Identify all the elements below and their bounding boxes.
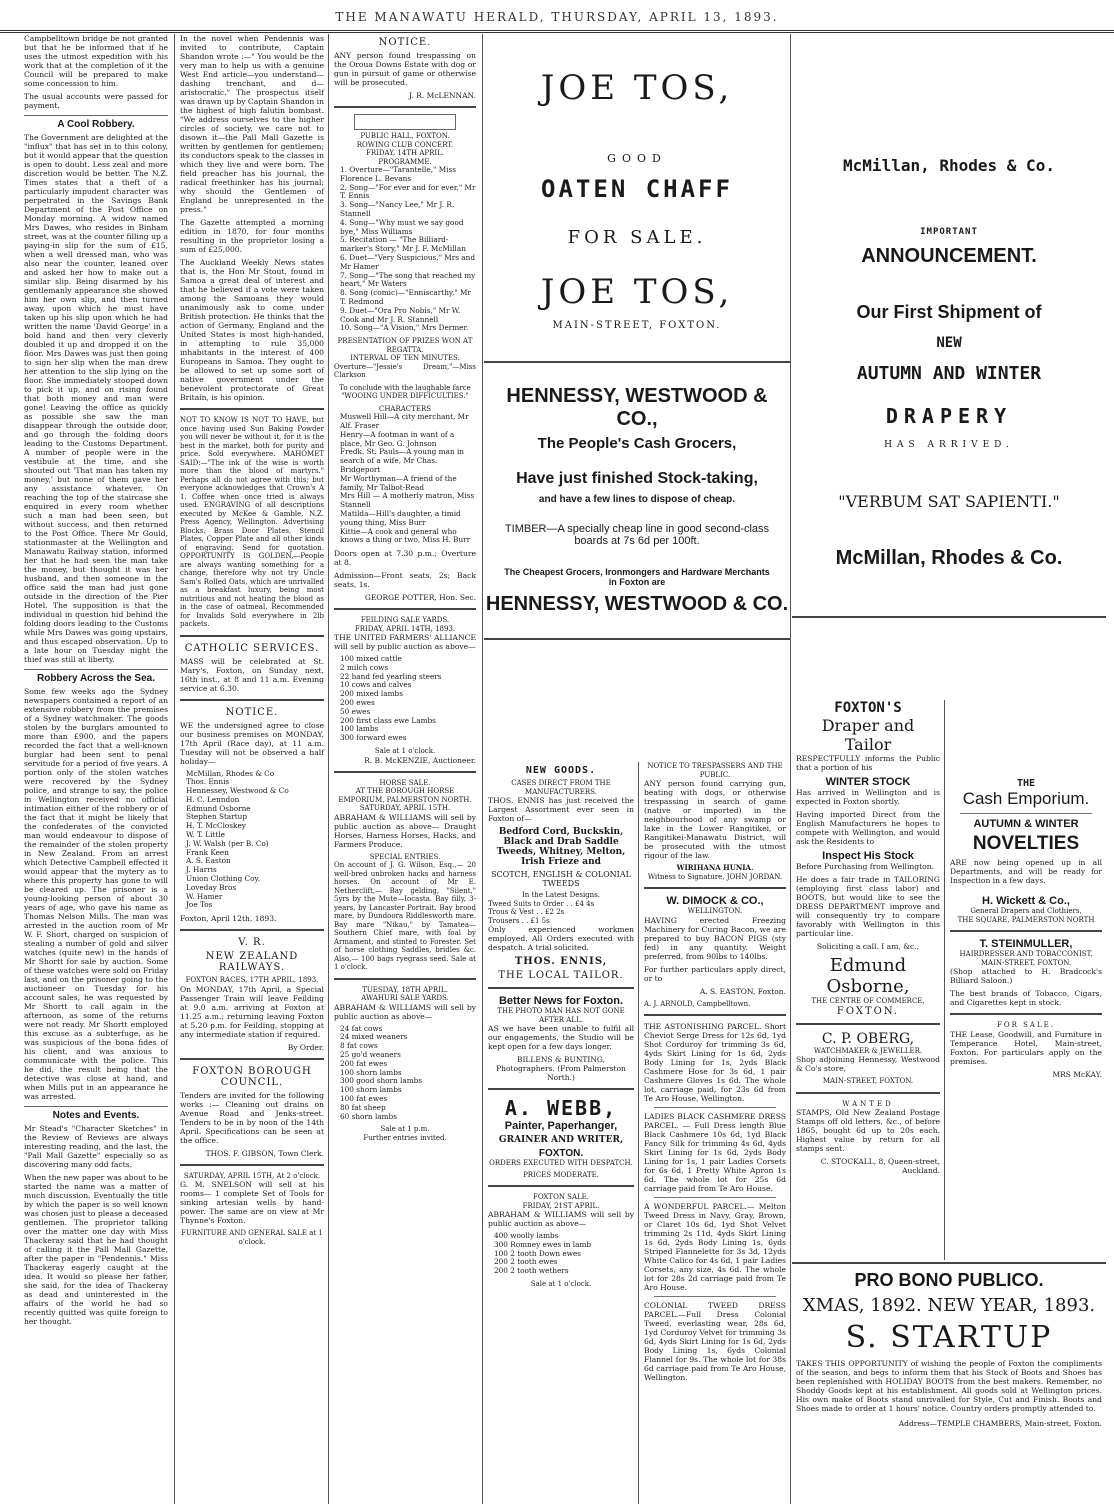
advert-text: Sale at 1 o'clock.	[374, 747, 436, 756]
advert-title: DRAPERY	[885, 404, 1013, 428]
list-item: 50 ewes	[340, 706, 371, 716]
advert-title: FOXTON'S	[834, 700, 902, 716]
column-rule	[638, 762, 639, 1504]
list-item: W. T. Little	[186, 830, 225, 840]
advert-text: Doors open at 7.30 p.m.; Overture at 8.	[334, 549, 476, 568]
programme-list	[334, 166, 476, 333]
advert-text: TAKES THIS OPPORTUNITY of wishing the people of Foxton the compliments of the season, and begs to inform them that his Stock of Boots and Shoes has been replenished with HOLIDAY BOOTS from the best makers. Remember, no Shoddy Goods kept at his establishment. All goods sold at Wellington prices. His own make of Boots stand unrivalled for Style, Cut and Finish. Boots and Shoes made to order at 1 hours' notice. Country orders promptly attended to.	[796, 1359, 1102, 1413]
advert-text: THE Lease, Goodwill, and Furniture in Temperance Hotel, Main-street, Foxton. For particulars apply on the premises.	[950, 1029, 1102, 1066]
list-item: 100 fat ewes	[340, 1093, 388, 1103]
advert-signature: C. STOCKALL, 8, Queen-street, Auckland.	[820, 1157, 940, 1175]
list-item: 10. Song—"A Vision," Mrs Dermer.	[340, 323, 469, 333]
advert-subheading: THE CENTRE OF COMMERCE,	[811, 997, 925, 1005]
advert-signature: By Order.	[287, 1042, 324, 1052]
divider	[654, 1197, 776, 1198]
advert-text: ARE now being opened up in all Departments, and will be ready for Inspection in a few days.	[950, 858, 1102, 885]
list-item: 25 go'd weaners	[340, 1049, 401, 1059]
advert-text: ABRAHAM & WILLIAMS will sell by public auction as above— Draught Horses, Harness Horses, Hacks, and Farmers Produce.	[334, 812, 476, 849]
divider	[488, 1088, 634, 1090]
advert-text: TIMBER—A specially cheap line in good second-class boards at 7s 6d per 100ft.	[504, 523, 770, 547]
column-rule	[482, 34, 483, 1504]
list-item: 2 milch cows	[340, 662, 389, 672]
boat-illustration	[354, 114, 456, 130]
list-item: A. S. Easton	[186, 856, 231, 866]
column-rule	[944, 700, 945, 1260]
advert-subheading: FOXTON.	[538, 1148, 584, 1159]
advert-title: Cash Emporium.	[962, 789, 1090, 808]
advert-text: PRICES MODERATE.	[523, 1170, 599, 1179]
advert-title: NEW	[936, 335, 962, 351]
advert-date: FRIDAY, APRIL 14TH, 1893.	[354, 624, 456, 633]
advert-text: The best brands of Tobacco, Cigars, and Cigarettes kept in stock.	[950, 989, 1102, 1007]
list-item: Joe Tos	[186, 900, 213, 910]
divider	[644, 1014, 786, 1016]
advert-heading: NOTICE TO TRESPASSERS AND THE PUBLIC.	[647, 762, 783, 779]
advert-heading: FEILDING SALE YARDS.	[360, 616, 450, 625]
advert-subheading: AT THE BOROUGH HORSE EMPORIUM, PALMERSTON NORTH.	[338, 787, 472, 804]
list-item: 200 fat ewes	[340, 1058, 388, 1068]
divider	[180, 1164, 324, 1166]
list-item: Muswell Hill—A city merchant, Mr Alf. Fraser	[340, 412, 469, 430]
masthead-title: THE MANAWATU HERALD, THURSDAY, APRIL 13, 1893.	[335, 10, 779, 24]
list-item: 22 hand fed yearling steers	[340, 671, 442, 681]
advert-signature: BILLENS & BUNTING, Photographers. (From Palmerston North.)	[496, 1055, 626, 1082]
advert-text: On account of J. G. Wilson, Esq.,— 20 well-bred unbroken hacks and harness horses. On account of Mr E. Netherclift,— Bay gelding, "Silent," 5yrs by the Mute—Iocasta. Bay filly, 3-years, by Lancaster Portrait. Bay brood mare, by Dundoora Riddlesworth mare. Bay mare "Nikau," by Tamatea—Southern Chief mare, with foal by Armament, and stinted to Forester. Set of horse clothing Saddles, bridles &c. Also,— 100 bags ryegrass seed. Sale at 1 o'clock.	[334, 861, 476, 972]
advert-text: ANY person found carrying gun, beating with dogs, or otherwise trespassing in search of game (native or imported) in the neighbourhood of any swamp or lake in the Lower Rangitikei, or Rangitikei-Manawatu District, will be prosecuted with the utmost rigour of the law.	[644, 779, 786, 860]
advert-address: MAIN-STREET, FOXTON.	[822, 1077, 914, 1085]
advert-title: H. Wickett & Co.,	[982, 895, 1070, 907]
divider	[334, 771, 476, 773]
list-item: 10 cows and calves	[340, 680, 412, 690]
advert-subheading: Painter, Paperhanger,	[504, 1120, 618, 1132]
advert-subheading: CASES DIRECT FROM THE MANUFACTURERS.	[511, 779, 611, 796]
advert-text: He does a fair trade in TAILORING (employing first class labor) and BOOTS, but would like to see the DRESS DEPARTMENT improve and will consequently try to compare favorably with Wellington in this particular line.	[796, 875, 940, 938]
list-item: J. Harris	[186, 865, 217, 875]
advert-address: MAIN-STREET, FOXTON.	[980, 958, 1072, 967]
advert-text: WE the undersigned agree to close our business premises on MONDAY, 17th April (Race day), at 11 a.m. Tuesday will not be observed a half holiday—	[180, 720, 324, 766]
divider	[950, 1013, 1102, 1015]
advert-text: ABRAHAM & WILLIAMS will sell by public auction as above—	[488, 1210, 634, 1228]
advert-date: FRIDAY, 14TH APRIL.	[365, 149, 445, 157]
article-text: In the novel when Pendennis was invited to contribute, Captain Shandon wrote :—" You would be the very man to help us with a genuine West End article—you understand—dashing trenchant, and d—aristocratic." The prospectus itself was drawn up by Captain Shandon in the highest of high falutin bombast. "We address ourselves to the higher circles of society, we care not to disown it—the Pall Mall Gazette is written by gentlemen for gentlemen; its conductors speak to the classes in which they live and were born. The field preacher has his journal, the radical freethinker has his journal; why should the Gentlemen of England be unrepresented in the press."	[180, 34, 324, 214]
article-text: Mr Stead's "Character Sketches" in the Review of Reviews are always interesting reading, and the last, the "Pall Mall Gazette" especially so as discovering many odd facts.	[24, 1124, 168, 1169]
advert-heading: ROWING CLUB CONCERT.	[356, 140, 454, 149]
list-item: 24 mixed weaners	[340, 1032, 408, 1042]
advert-text: (Shop attached to H. Bradcock's Billiard Saloon.)	[950, 967, 1102, 985]
divider	[644, 887, 786, 889]
article-text: The Government are delighted at the "influx" that has set in to this colony, but it would appear that the question is open to doubt. Less zeal and more discretion would be better. The N.Z. Times states that a theft of a particularly impudent character was perpetrated in the Savings Bank Department of the Post Office on Monday morning. A widow named Mrs Dawes, who resides in Binham street, was at the counter filling up a paying-in slip for the sum of £15, when a well dressed man, who was also near the counter, leaned over and asked her how to make out a similar slip. Being disarmed by his gentlemanly appearance she showed him her own slip, and then turned away, upon which he must have taken up his slip upon which he had written the name 'David George' in a bold hand and then very cleverly doubled it up and dropped it on the floor. Mrs Dawes was just then going to sign her slip when the man drew her attention to the slip lying on the floor. She immediately stooped down to pick it up, and on rising found that both money and man were gone! Leaving the office as quickly as possible she saw the man disappear through the outside door, and go through the folding doors leading to the Customs Department. A number of people were in the vestibule at the time, and she shouted out 'That man has taken my money,' but none of them gave her any assistance whatever. On reaching the top of the staircase she enquired in every room whether such a man had been seen, but without success, and then returned to the Post Office. There Mr Gould, stationmaster at the Wellington and Manawatu Railway station, informed her that he had seen the man take the money, but thought it was her husband, and then someone in the office said the man had just gone outside in the direction of the Pier Hotel. The supposition is that the individual in question hid behind the folding doors leading to the Customs while Mrs Dawes was going upstairs, and thus escaped observation. Up to a late hour on Tuesday night the thief was still at liberty.	[24, 133, 168, 664]
advert-heading: V. R.	[238, 937, 266, 949]
advert-subheading: FOXTON.	[836, 1005, 900, 1017]
advert-text: Soliciting a call. I am, &c.,	[816, 942, 920, 951]
advert-text: THE ASTONISHING PARCEL. Short Cheviot Serge Dress for 12s 6d, 1yd Shot Corduroy for trimming 3s 6d, 4yds Skirt Lining for 1s 6d, 2yds Body Lining for 1s, 2yds Black Cashmere Hose for 3s 6d, 1 pair Cashmere Gloves 1s 6d. The whole lot, carriage paid, for 23s 6d from Te Aro House, Wellington.	[644, 1022, 786, 1103]
advert-subheading: WATCHMAKER & JEWELLER.	[813, 1046, 923, 1055]
advert-title: McMillan, Rhodes & Co.	[843, 156, 1055, 175]
list-item: 7. Song—"The song that reached my heart," Mr Waters	[340, 270, 476, 289]
advert-date: SATURDAY, APRIL 15TH.	[359, 804, 451, 813]
advert-text: On MONDAY, 17th April, a Special Passenger Train will leave Feilding at 9.0 a.m. arriving at Foxton at 11.25 a.m.; returning leaving Foxton at 5.20 p.m. for Feilding, stopping at any intermediate station if required.	[180, 984, 324, 1039]
stock-list	[334, 655, 476, 743]
advert-text: A WONDERFUL PARCEL.— Melton Tweed Dress in Navy, Gray, Brown, or Claret 10s 6d, 1yd Shot Velvet trimming 2s 11d, 4yds Skirt Lining 1s 6d, 2yds Body Lining 1s, 6yds Striped Flannelette for 3s 3d, 12yds White Calico for 4s 6d, 1 pair Ladies Corsets, any size, 4s 6d. The whole lot for 28s 2d carriage paid from Te Aro House.	[644, 1202, 786, 1292]
advert-subheading: THE LOCAL TAILOR.	[498, 970, 624, 981]
advert-heading: AWAHURI SALE YARDS.	[361, 994, 449, 1003]
advert-heading: HORSE SALE.	[379, 778, 431, 787]
advert-text: Admission—Front seats, 2s; Back seats, 1s.	[334, 571, 476, 590]
column-5	[640, 762, 790, 1504]
advert-text: LADIES BLACK CASHMERE DRESS PARCEL. — Full Dress length Blue Black Cashmere 10s 6d, 1yd Black Fancy Silk for trimming 4s 6d, 4yds Skirt Lining for 1s 6d, 2yds Body Lining for 1s, 1 pair Ladies Corsets for 6s 6d, 1 Pretty White Apron 1s 6d. The whole lot for 25s 6d carriage paid from Te Aro House.	[644, 1112, 786, 1193]
advert-text: Tenders are invited for the following works :— Cleaning out drains on Avenue Road and Jenks-street. Tenders to be in by noon of the 14th April. Specifications can be seen at the office.	[180, 1090, 324, 1145]
advert-signature: Address—TEMPLE CHAMBERS, Main-street, Foxton.	[898, 1419, 1102, 1428]
list-item: 24 fat cows	[340, 1023, 383, 1033]
divider	[334, 106, 476, 108]
joe-tos-advert	[484, 34, 790, 646]
list-item: 200 2 tooth ewes	[494, 1257, 558, 1267]
advert-text: Only experienced workmen employed. All Orders executed with despatch. A trial solicited.	[488, 925, 634, 952]
advert-signature: MRS McKAY.	[1052, 1069, 1102, 1079]
divider	[654, 1107, 776, 1108]
list-item: 300 forward ewes	[340, 733, 407, 743]
advert-heading: FOXTON BOROUGH COUNCIL.	[192, 1065, 312, 1088]
advert-heading: Better News for Foxton.	[498, 995, 624, 1007]
advert-heading: NOTICE.	[225, 706, 279, 718]
article-text: The usual accounts were passed for payment.	[24, 92, 168, 110]
business-names-list	[180, 770, 324, 911]
advert-title: T. STEINMULLER,	[979, 938, 1073, 950]
list-item: 2. Song—"For ever and for ever," Mr T. Ennis	[340, 182, 476, 201]
price-line: Trous & Vest . . £2 2s	[488, 908, 565, 916]
advert-text: MASS will be celebrated at St. Mary's, Foxton, on Sunday next, 16th inst., at 8 and 11 a.m. Evening service at 6.30.	[180, 656, 324, 693]
list-item: Loveday Bros	[186, 882, 237, 892]
list-item: Hennessey, Westwood & Co	[186, 786, 289, 796]
advert-title: XMAS, 1892. NEW YEAR, 1893.	[802, 1295, 1096, 1316]
advert-text: Sale at 1 p.m.	[380, 1125, 430, 1134]
advert-subheading: WINTER STOCK	[825, 776, 911, 788]
list-item: J. W. Walsh (per B. Co)	[186, 838, 269, 848]
advert-heading: NEW ZEALAND RAILWAYS.	[205, 951, 299, 974]
price-line: Tweed Suits to Order . . £4 4s	[488, 899, 595, 908]
advert-subheading: The People's Cash Grocers,	[537, 435, 737, 452]
column-7	[946, 700, 1106, 1260]
list-item: Kittie—A cook and general who knows a thing or two, Miss H. Burr	[340, 526, 471, 545]
advert-text: "VERBUM SAT SAPIENTI."	[838, 492, 1060, 511]
advert-title: Draper and Tailor	[821, 716, 915, 754]
list-item: 300 Romney ewes in lamb	[494, 1239, 592, 1249]
list-item: Matilda—Hill's daughter, a timid young thing, Miss Burr	[340, 508, 461, 527]
divider	[796, 1092, 940, 1094]
advert-heading: FOXTON SALE.	[532, 1193, 590, 1201]
list-item: 200 ewes	[340, 698, 375, 708]
list-item: 200 first class ewe Lambs	[340, 715, 436, 725]
column-rule	[790, 34, 791, 1504]
divider	[792, 1262, 1106, 1264]
list-item: Edmund Osborne	[186, 803, 251, 813]
advert-title: JOE TOS,	[540, 272, 734, 312]
advert-subheading: WELLINGTON.	[687, 907, 743, 915]
divider	[334, 608, 476, 610]
advert-text: Bedford Cord, Buckskin, Black and Drab Saddle Tweeds, Whitney, Melton, Irish Frieze and	[496, 827, 626, 867]
divider	[484, 638, 790, 640]
divider	[180, 929, 324, 931]
column-rule	[174, 34, 175, 1504]
list-item: Henry—A footman in want of a place, Mr Geo. G. Johnson	[340, 429, 455, 448]
advert-text: THE UNITED FARMERS' ALLIANCE will sell by public auction as above—	[334, 633, 476, 652]
advert-title: HENNESSY, WESTWOOD & CO.,	[506, 385, 768, 430]
advert-heading: NOTICE.	[378, 37, 432, 48]
divider	[484, 361, 790, 363]
advert-title: PRO BONO PUBLICO.	[854, 1270, 1044, 1290]
advert-text: and have a few lines to dispose of cheap.	[538, 494, 736, 505]
advert-title: FOR SALE.	[567, 227, 707, 248]
column-2	[176, 34, 328, 1504]
advert-subheading: SPECIAL ENTRIES.	[369, 852, 441, 861]
divider	[654, 1296, 776, 1297]
list-item: 100 lambs	[340, 724, 379, 734]
advert-text: Having imported Direct from the English Manufacturers he hopes to compete with Wellington, and would ask the Residents to	[796, 810, 940, 846]
divider	[180, 1058, 324, 1060]
advert-title: C. P. OBERG,	[821, 1030, 915, 1047]
stock-list	[334, 1025, 476, 1122]
advert-heading: FURNITURE AND GENERAL SALE at 1 o'clock.	[181, 1229, 323, 1246]
advert-title: McMillan, Rhodes & Co.	[835, 547, 1063, 569]
list-item: 3. Song—"Nancy Lee," Mr J. R. Stannell	[340, 200, 455, 218]
advert-title: THOS. ENNIS,	[514, 956, 608, 967]
divider	[796, 1023, 940, 1025]
advert-title: NOVELTIES	[972, 833, 1080, 854]
advert-text: To conclude with the laughable farce "WOOING UNDER DIFFICULTIES."	[339, 383, 471, 401]
article-text: Some few weeks ago the Sydney newspapers contained a report of an extensive robbery from the premises of a Sydney watchmaker. The goods stolen by the burglars amounted to more than £900, and the papers recorded the fact that a well-known burglar had been sent to penal servitude for a period of five years. A portion only of the stolen watches were recovered by the Sydney police, and strange to say, the police in Wellington received no official intimation either of the robbery or of the fact that it might be likely that the confederates of the convicted man would endeavour to dispose of the remainder of the stolen property in New Zealand. From an arrest which Detective Campbell effected it would appear that the mytery as to where this property has gone to will be cleared up. The prisoner is a young-looking person of about 30 years of age, who gave his name as Thomas Nelson Mills. The man was arrested in the auction room of Mr W. F. Short, charged on suspicion of stealing a number of gold and silver watches (quite new) in the hands of Mr Shortt for sale by auction. Some of these watches were sold on Friday last, and on the prisoner going to the auctioneer on Tuesday for his account sales, he was requested by Mr Shortt to call again in the afternoon, as some of the returns were not ready. Mr Shortt employed this excuse as a subterfuge, as he was suspicious of the bona fides of his client, and was anxious to communicate with the police. This he did, the result being that the detective was close at hand, and when Mills put in an appearance he was arrested.	[24, 687, 168, 1101]
divider	[488, 987, 634, 989]
advert-heading: CATHOLIC SERVICES.	[184, 642, 320, 654]
advert-text: RESPECTFULLY informs the Public that a portion of his	[796, 754, 940, 772]
advert-text: The Cheapest Grocers, Ironmongers and Hardware Merchants in Foxton are	[504, 567, 770, 587]
list-item: 6. Duet—"Very Suspicious," Mrs and Mr Hamer	[340, 252, 476, 271]
advert-heading: PUBLIC HALL, FOXTON.	[360, 132, 450, 140]
list-item: 60 shorn lambs	[340, 1111, 397, 1121]
advert-text: Shop adjoining Hennessy, Westwood & Co's store,	[796, 1055, 940, 1073]
advert-text: Has arrived in Wellington and is expected in Foxton shortly.	[796, 788, 940, 806]
mcmillan-advert	[792, 34, 1106, 624]
list-item: 100 shorn lambs	[340, 1067, 402, 1077]
article-text: The Gazette attempted a morning edition in 1870, for four months resulting in the proprietor losing a sum of £25,000.	[180, 218, 324, 254]
startup-advert	[792, 1262, 1106, 1434]
list-item: 80 fat sheep	[340, 1102, 386, 1112]
divider	[950, 930, 1102, 932]
list-item: Thos. Ennis	[186, 777, 230, 787]
advert-text: AS we have been unable to fulfil all our engagements, the Studio will be kept open for a few days longer.	[488, 1024, 634, 1051]
stock-list	[488, 1232, 634, 1276]
advert-title: Edmund Osborne,	[826, 955, 910, 997]
list-item: 200 mixed lambs	[340, 689, 403, 699]
list-item: 8. Song (comic)—"Enniscarthy," Mr T. Redmond	[340, 288, 471, 306]
divider	[488, 1185, 634, 1187]
column-rule	[328, 34, 329, 1504]
list-item: Stephen Startup	[186, 812, 248, 822]
advert-signature: J. R. McLENNAN.	[409, 91, 476, 100]
advert-signature: GEORGE POTTER, Hon. Sec.	[364, 593, 476, 603]
article-text: The Auckland Weekly News states that is, the Hon Mr Stout, found in Samoa a great deal of interest and that he believed if a vote were taken among the Samoans they would unanimously ask to come under British protection. He thinks that the action of Germany, England and the United States is most high-handed, in attempting to rule 35,000 inhabitants in the interest of 400 Europeans in Samoa. They ought to be allowed to set up some sort of native government under the benevolent protectorate of Great Britain, is his opinion.	[180, 258, 324, 402]
advert-text: THOS. ENNIS has just received the Largest Assortment ever seen in Foxton of—	[488, 796, 634, 823]
advert-subheading: IMPORTANT	[920, 227, 978, 237]
advert-title: Our First Shipment of	[856, 302, 1042, 322]
list-item: 1. Overture—"Tarantelle," Miss Florence L. Bevans	[340, 165, 456, 183]
column-1	[20, 34, 172, 1504]
column-4	[484, 762, 638, 1504]
list-item: H. T. McCloskey	[186, 821, 246, 831]
list-item: 300 good shorn lambs	[340, 1076, 423, 1086]
list-item: 100 shorn lambs	[340, 1085, 402, 1095]
advert-signature: A. S. EASTON, Foxton.	[699, 986, 786, 996]
article-heading: Notes and Events.	[24, 1106, 168, 1121]
advert-heading: NEW GOODS.	[525, 765, 597, 776]
divider	[180, 635, 324, 637]
advert-address: MAIN-STREET, FOXTON.	[552, 320, 722, 331]
advert-title: W. DIMOCK & CO.,	[666, 895, 764, 907]
divider	[792, 616, 1106, 618]
advert-text: NOT TO KNOW IS NOT TO HAVE, but once having used Sun Baking Powder you will never be without it, for it is the best in the market, both for purity and price. Sold everywhere. MAHOMET SAID:—"The ink of the wise is worth more than the blood of martyrs." Perhaps all do not agree with this; but everyone acknowledges that Crown's A 1. Coffee when once tried is always used. ENGRAVING of all descriptions executed by McKee & Gamble, N.Z. Press Agency, Wellington. Advertising Blocks, Brass Door Plates, Stencil Plates, Copper Plate and all other kinds of engraving. Send for quotation. OPPORTUNITY IS GOLDEN,—People are always wanting something for a change, therefore why not try Uncle Sam's Rolled Oats, which are unrivalled as a breakfast luxury, being most nutritious and not heating the blood as in the case of oatmeal. Recommended for Invalids Sold everywhere in 2lb packets.	[180, 416, 324, 628]
advert-text: GOOD	[607, 152, 667, 165]
advert-signature: WIRIHANA HUNIA.	[676, 863, 754, 872]
list-item: Frank Keen	[186, 847, 229, 857]
list-item: 100 2 tooth Down ewes	[494, 1248, 582, 1258]
advert-text: G. M. SNELSON will sell at his rooms— 1 complete Set of Tools for sinking artesian wells by hand-power. The same are on view at Mr Thynne's Foxton.	[180, 1180, 324, 1226]
advert-address: THE SQUARE, PALMERSTON NORTH	[957, 915, 1095, 924]
advert-title: HENNESSY, WESTWOOD & CO.	[485, 593, 789, 615]
masthead	[0, 0, 1114, 33]
advert-subheading: GRAINER AND WRITER,	[498, 1135, 624, 1145]
advert-subheading: HAIRDRESSER AND TOBACCONIST,	[959, 950, 1093, 958]
list-item: W. Hamer	[186, 891, 223, 901]
advert-date: FRIDAY, 21ST APRIL.	[522, 1201, 600, 1210]
advert-subheading: PROGRAMME.	[378, 157, 432, 166]
advert-subheading: THE	[1016, 778, 1036, 789]
advert-heading: WANTED	[842, 1099, 894, 1108]
advert-subheading: PRESENTATION OF PRIZES WON AT REGATTA.	[337, 337, 473, 354]
advert-subheading: Inspect His Stock	[822, 850, 914, 862]
article-heading: A Cool Robbery.	[24, 115, 168, 130]
advert-subheading: FOXTON RACES, 17TH APRIL, 1893.	[185, 976, 319, 985]
advert-signature: THOS. F. GIBSON, Town Clerk.	[205, 1148, 324, 1158]
list-item: 100 mixed cattle	[340, 654, 402, 664]
list-item: 5. Recitation — "The Billiard-marker's Story," Mr J. F. McMillan	[340, 235, 466, 254]
advert-text: HAVING erected Freezing Machinery for Curing Bacon, we are prepared to buy BACON PIGS (sty fed) in any quantity. Weight preferred, from 90lbs to 140lbs.	[644, 915, 786, 961]
characters-list	[334, 413, 476, 545]
article-text: When the new paper was about to be started the name was a matter of much discussion. Eventually the title by which the paper is so well known was chosen just to please a deceased gentlemen. The proprietor talking over the matter one day with Miss Thackeray said that he had thought of calling it the Pall Mall Gazette, after the paper in "Pendennis." Miss Thackeray eagerly caught at the idea. It would so please her father, she said, for the idea of Thackeray as dead and uninterested in the affairs of the world he had so recently quitted was quite foreign to her thought.	[24, 1173, 168, 1326]
list-item: 400 woolly lambs	[494, 1231, 559, 1240]
advert-text: SCOTCH, ENGLISH & COLONIAL TWEEDS	[491, 870, 631, 888]
advert-text: Sale at 1 o'clock.	[530, 1279, 592, 1288]
advert-text: Before Purchasing from Wellington.	[796, 862, 935, 871]
advert-title: ANNOUNCEMENT.	[861, 245, 1037, 267]
advert-text: ORDERS EXECUTED WITH DESPATCH.	[489, 1159, 633, 1167]
article-heading: Robbery Across the Sea.	[24, 669, 168, 684]
advert-date: Foxton, April 12th, 1893.	[180, 914, 277, 924]
divider	[180, 699, 324, 701]
list-item: 9. Duet—"Ora Pro Nobis," Mr W. Cook and Mr J. R. Stannell	[340, 305, 461, 324]
advert-subheading: General Drapers and Clothiers,	[970, 907, 1082, 915]
advert-text: For further particulars apply direct, or to	[644, 964, 786, 983]
advert-text: COLONIAL TWEED DRESS PARCEL.—Full Dress Colonial Tweed, everlasting wear, 28s 6d, 1yd Corduroy Velvet for trimming 3s 6d, 4yds Skirt Lining for 1s 6d, 2yds Body Lining 1s, 6yds Colonial Flannel for 9s. The whole lot for 38s 6d carriage paid from Te Aro House, Wellington.	[644, 1301, 786, 1382]
advert-title: AUTUMN AND WINTER	[856, 363, 1042, 384]
advert-subheading: INTERVAL OF TEN MINUTES.	[350, 354, 460, 363]
article-text: Campbelltown bridge be not granted but that he be informed that if he uses the utmost expedition with his work that at the completion of it the Council will be prepared to make some concession to him.	[24, 34, 168, 88]
list-item: Fredk. St. Pauls—A young man in search of a wife, Mr Chas. Bridgeport	[340, 447, 464, 474]
list-item: 8 fat cows	[340, 1041, 378, 1051]
list-item: 200 2 tooth wethers	[494, 1266, 569, 1276]
advert-subheading: CHARACTERS	[378, 404, 432, 413]
advert-title: JOE TOS,	[540, 68, 734, 108]
advert-title: Have just finished Stock-taking,	[516, 470, 758, 487]
divider	[180, 408, 324, 410]
advert-subheading: THE PHOTO MAN HAS NOT GONE AFTER ALL.	[497, 1007, 625, 1024]
column-3	[330, 34, 480, 1504]
advert-text: Witness to Signature, JOHN JORDAN.	[647, 872, 783, 881]
advert-signature: R. B. McKENZIE, Auctioneer.	[364, 755, 476, 765]
advert-date: TUESDAY, 18TH APRIL.	[362, 985, 448, 994]
list-item: McMillan, Rhodes & Co	[186, 768, 275, 778]
advert-text: Overture—"Jessie's Dream,"—Miss Clarkson	[334, 362, 476, 380]
advert-heading: FOR SALE.	[997, 1021, 1055, 1029]
list-item: 4. Song—"Why must we say good bye," Miss Williams	[340, 217, 464, 236]
list-item: Union Clothing Coy.	[186, 874, 261, 884]
price-line: Trousers . . £1 5s	[488, 916, 550, 925]
advert-text: ABRAHAM & WILLIAMS will sell by public auction as above—	[334, 1002, 476, 1021]
advert-signature: A. J. ARNOLD, Campbelltown.	[644, 999, 751, 1008]
list-item: Mrs Hill — A motherly matron, Miss Stannell	[340, 491, 475, 510]
advert-text: In the Latest Designs.	[522, 891, 600, 899]
advert-title: S. STARTUP	[845, 1320, 1053, 1355]
advert-text: Further entries invited.	[363, 1133, 447, 1142]
advert-title: OATEN CHAFF	[541, 175, 733, 203]
advert-text: HAS ARRIVED.	[884, 440, 1014, 450]
list-item: H. C. Lenndon	[186, 794, 240, 804]
advert-heading: SATURDAY, APRIL 15TH, At 2 o'clock.	[183, 1171, 321, 1180]
advert-text: ANY person found trespassing on the Oroua Downs Estate with dog or gun in pursuit of game or otherwise will be prosecuted.	[334, 51, 476, 87]
advert-title: A. WEBB,	[504, 1096, 618, 1120]
advert-text: STAMPS, Old New Zealand Postage Stamps off old letters, &c., of before 1865, bought 6d up to 20s each. Highest value by return for all stamps sent.	[796, 1108, 940, 1153]
divider	[334, 978, 476, 980]
divider	[960, 813, 1092, 814]
advert-subheading: AUTUMN & WINTER	[973, 818, 1079, 830]
list-item: Mr Worthyman—A friend of the family, Mr Talbot-Read	[340, 473, 457, 492]
column-6	[792, 700, 944, 1260]
